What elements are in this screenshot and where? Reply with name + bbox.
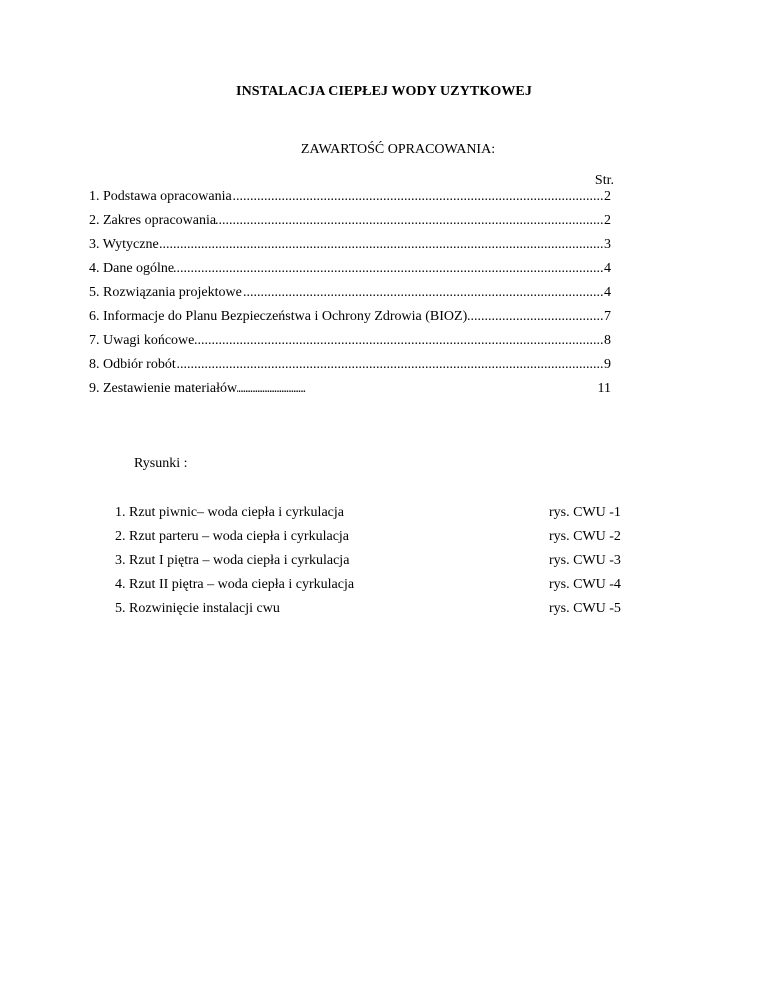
drawing-ref: rys. CWU -4 xyxy=(549,577,621,592)
toc-entry-label: 5. Rozwiązania projektowe xyxy=(89,285,242,300)
table-of-contents xyxy=(89,188,611,404)
toc-entry xyxy=(89,284,611,308)
drawing-title: 2. Rzut parteru – woda ciepła i cyrkulacja xyxy=(115,529,350,544)
toc-entry xyxy=(89,212,611,236)
drawing-item xyxy=(115,529,635,553)
drawing-ref: rys. CWU -2 xyxy=(549,529,621,544)
drawings-heading: Rysunki : xyxy=(134,456,188,471)
toc-entry xyxy=(89,332,611,356)
drawing-item xyxy=(115,505,635,529)
drawings-list xyxy=(115,505,635,625)
toc-entry-page: 9 xyxy=(604,357,611,372)
dot-leader xyxy=(89,236,611,254)
toc-entry-label: 8. Odbiór robót xyxy=(89,357,176,372)
toc-entry xyxy=(89,356,611,380)
toc-entry xyxy=(89,236,611,260)
toc-entry-label: 1. Podstawa opracowania xyxy=(89,189,232,204)
toc-entry-page: 4 xyxy=(604,285,611,300)
drawing-title: 1. Rzut piwnic– woda ciepła i cyrkulacja xyxy=(115,505,344,520)
toc-entry xyxy=(89,260,611,284)
toc-entry xyxy=(89,188,611,212)
contents-heading: ZAWARTOŚĆ OPRACOWANIA: xyxy=(300,142,496,157)
toc-entry-page: 2 xyxy=(604,189,611,204)
toc-entry-label: 4. Dane ogólne xyxy=(89,261,175,276)
toc-entry-page: 11 xyxy=(597,381,611,396)
toc-entry-page: 7 xyxy=(604,309,611,324)
toc-entry-page: 8 xyxy=(604,333,611,348)
toc-entry-label: 7. Uwagi końcowe xyxy=(89,333,195,348)
toc-entry-label: 6. Informacje do Planu Bezpieczeństwa i Ochrony Zdrowia (BIOZ) xyxy=(89,309,468,324)
toc-entry-page: 2 xyxy=(604,213,611,228)
drawing-item xyxy=(115,577,635,601)
toc-entry xyxy=(89,308,611,332)
toc-entry-label: 2. Zakres opracowania xyxy=(89,213,217,228)
drawing-ref: rys. CWU -5 xyxy=(549,601,621,616)
drawing-title: 4. Rzut II piętra – woda ciepła i cyrkulacja xyxy=(115,577,355,592)
toc-entry xyxy=(89,380,611,404)
drawing-ref: rys. CWU -3 xyxy=(549,553,621,568)
page-column-label: Str. xyxy=(594,173,614,188)
drawing-ref: rys. CWU -1 xyxy=(549,505,621,520)
document-title: INSTALACJA CIEPŁEJ WODY UZYTKOWEJ xyxy=(236,84,532,99)
drawing-item xyxy=(115,601,635,625)
toc-entry-page: 3 xyxy=(604,237,611,252)
drawing-item xyxy=(115,553,635,577)
drawing-title: 5. Rozwinięcie instalacji cwu xyxy=(115,601,280,616)
toc-entry-page: 4 xyxy=(604,261,611,276)
drawing-title: 3. Rzut I piętra – woda ciepła i cyrkulacja xyxy=(115,553,350,568)
toc-entry-label: 3. Wytyczne xyxy=(89,237,159,252)
toc-entry-label: 9. Zestawienie materiałów xyxy=(89,381,238,396)
